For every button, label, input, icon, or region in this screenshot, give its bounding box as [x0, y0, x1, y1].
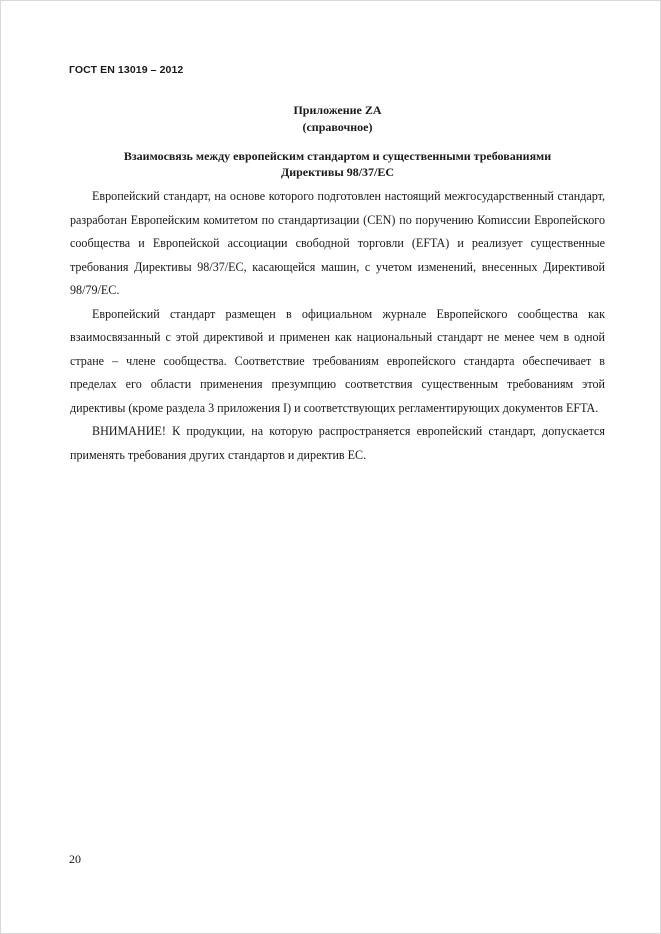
- annex-status: (справочное): [302, 120, 373, 134]
- annex-title-block: [69, 102, 606, 136]
- document-code: ГОСТ EN 13019 – 2012: [69, 64, 184, 76]
- paragraph-2: Европейский стандарт размещен в официальном журнале Европейского сообщества как взаимосвязанный с этой директивой и применен как национальный стандарт не менее чем в одной стране – члене сообщества. Соответствие требованиям европейского стандарта обеспечивает в пределах его области применения презумпцию соответствия существенным требованиям этой директивы (кроме раздела 3 приложения I) и соответствующих регламентирующих документов EFTA.: [70, 306, 605, 415]
- annex-title: Приложение ZA: [293, 103, 382, 117]
- annex-heading: [69, 148, 606, 180]
- page-number: 20: [69, 852, 81, 866]
- paragraph-3: ВНИМАНИЕ! К продукции, на которую распространяется европейский стандарт, допускается применять требования других стандартов и директив ЕС.: [70, 424, 605, 462]
- paragraph-1: Европейский стандарт, на основе которого подготовлен настоящий межгосударственный стандарт, разработан Европейским комитетом по стандартизации (CEN) по поручению Коmиссии Европейского сообщества и Европейской ассоциации свободной торговли (EFTA) и реализует существенные требования Директивы 98/37/EC, касающейся машин, с учетом изменений, внесенных Директивой 98/79/EC.: [70, 189, 605, 297]
- body-text: [70, 185, 605, 467]
- annex-heading-line-1: Взаимосвязь между европейским стандартом и существенными требованиями: [123, 149, 552, 163]
- annex-heading-line-2: Директивы 98/37/ЕС: [280, 165, 395, 179]
